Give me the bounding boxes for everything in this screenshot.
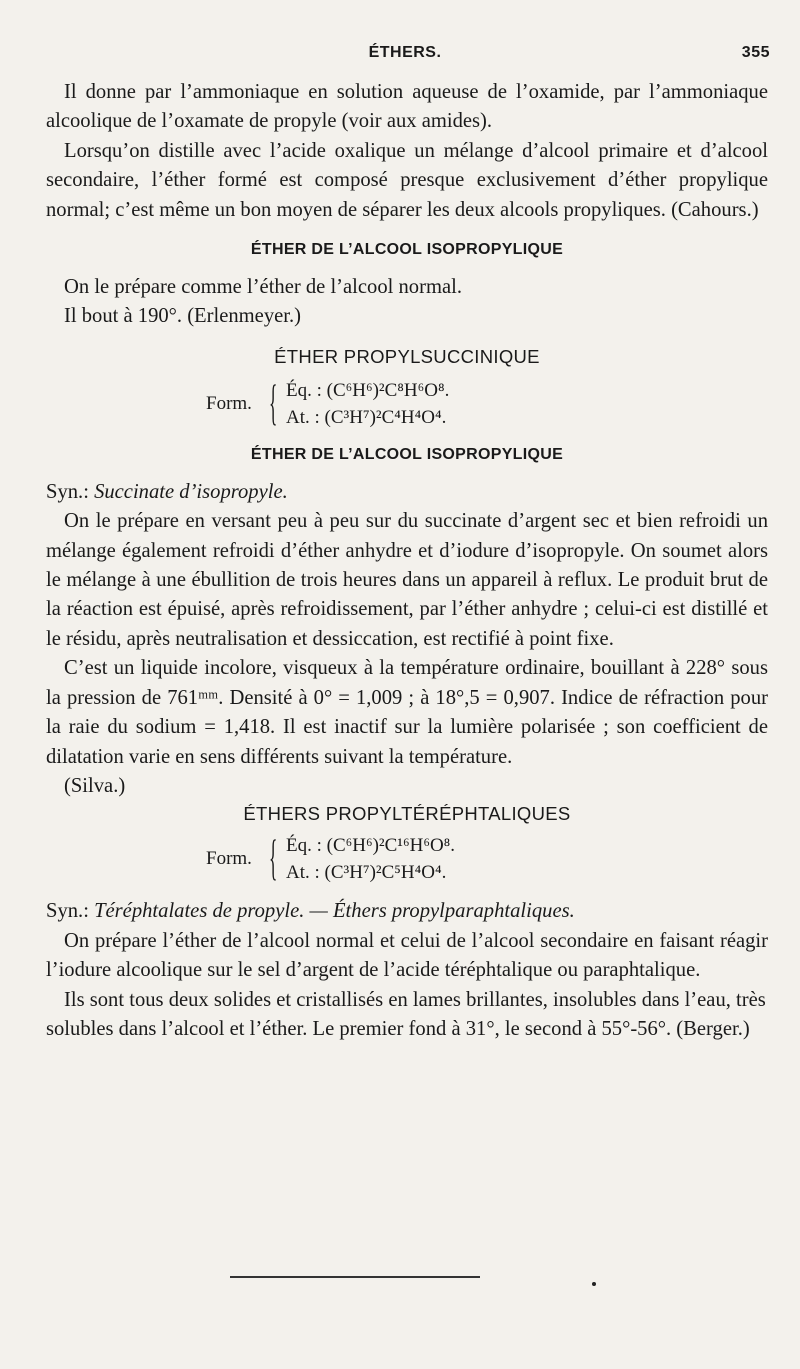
synonym-label: Syn.: (46, 900, 95, 923)
paragraph: C’est un liquide incolore, visqueux à la température ordinaire, bouillant à 228° sous la pression de 761ᵐᵐ. Densité à 0° = 1,009 ; à 18°,5 = 0,907. Indice de réfraction pour la raie du sodium = 1,418. Il est inactif sur la lumière polarisée ; son coefficient de dilatation varie en sens différents suivant la température. (46, 657, 768, 768)
paragraph: (Silva.) (64, 774, 126, 797)
paragraph: Il donne par l’ammoniaque en solution aqueuse de l’oxamide, par l’ammoniaque alcoolique de l’oxamate de propyle (voir aux amides). (46, 81, 768, 133)
synonym-label: Syn.: (46, 480, 95, 503)
paragraph: Il bout à 190°. (Erlenmeyer.) (64, 305, 301, 328)
synonym-line (46, 897, 768, 926)
synonym-text: Téréphtalates de propyle. — Éthers propylparaphtaliques. (94, 900, 575, 923)
formula-equivalent: Éq. : (C⁶H⁶)²C¹⁶H⁶O⁸. (286, 835, 456, 857)
page-body (46, 78, 768, 1044)
paragraph: On le prépare en versant peu à peu sur du succinate d’argent sec et bien refroidi un mélange également refroidi d’éther anhydre et d’iodure d’isopropyle. On soumet alors le mélange à une ébullition de trois heures dans un appareil à reflux. Le produit brut de la réaction est épuisé, après refroidissement, par l’éther anhydre ; celui-ci est distillé et le résidu, après neutralisation et dessiccation, est rectifié à point fixe. (46, 510, 768, 650)
running-title: ÉTHERS. (368, 44, 442, 61)
page-number: 355 (741, 44, 770, 61)
formula (46, 373, 768, 436)
brace-icon: { (269, 829, 278, 886)
formula-label: Form. (206, 848, 252, 870)
brace-icon: { (269, 373, 278, 430)
section-heading: ÉTHER DE L’ALCOOL ISOPROPYLIQUE (250, 445, 564, 463)
formula-label: Form. (206, 392, 252, 414)
section-heading: ÉTHER DE L’ALCOOL ISOPROPYLIQUE (250, 241, 564, 259)
formula-equivalent: Éq. : (C⁶H⁶)²C⁸H⁶O⁸. (286, 379, 450, 401)
formula (46, 831, 768, 891)
section-heading: ÉTHER PROPYLSUCCINIQUE (274, 345, 540, 367)
synonym-line (46, 478, 768, 507)
paragraph: Ils sont tous deux solides et cristallisés en lames brillantes, insolubles dans l’eau, très solubles dans l’alcool et l’éther. Le premier fond à 31°, le second à 55°-56°. (Berger.) (46, 988, 766, 1040)
paragraph: On le prépare comme l’éther de l’alcool normal. (64, 276, 462, 299)
paragraph: Lorsqu’on distille avec l’acide oxalique un mélange d’alcool primaire et d’alcool secondaire, l’éther formé est composé presque exclusivement d’éther propylique normal; c’est même un bon moyen de séparer les deux alcools propyliques. (Cahours.) (46, 139, 768, 221)
paragraph: On prépare l’éther de l’alcool normal et celui de l’alcool secondaire en faisant réagir l’iodure alcoolique sur le sel d’argent de l’acide téréphtalique ou paraphtalique. (46, 929, 768, 982)
synonym-text: Succinate d’isopropyle. (94, 480, 288, 503)
footer-rule (230, 1276, 480, 1278)
formula-atomic: At. : (C³H⁷)²C⁴H⁴O⁴. (286, 406, 447, 428)
running-header (40, 44, 770, 70)
section-heading: ÉTHERS PROPYLTÉRÉPHTALIQUES (243, 803, 571, 825)
formula-atomic: At. : (C³H⁷)²C⁵H⁴O⁴. (286, 862, 447, 884)
ink-dot (592, 1282, 596, 1286)
